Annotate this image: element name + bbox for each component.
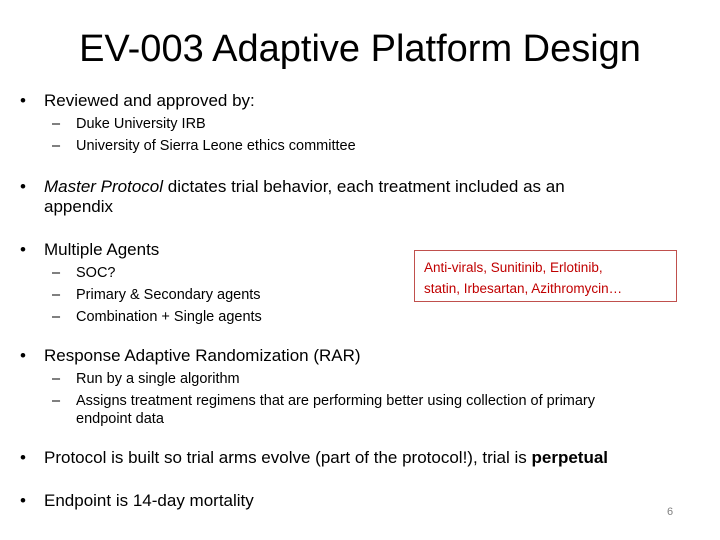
sub-text: SOC? <box>76 265 116 281</box>
agents-callout-box <box>414 250 677 302</box>
bullet-text-continued: appendix <box>44 197 114 216</box>
bullet-text: Reviewed and approved by: <box>44 91 255 110</box>
bullet-dot: • <box>20 491 26 510</box>
sub-text: University of Sierra Leone ethics committee <box>76 138 356 154</box>
bullet-dot: • <box>20 91 26 110</box>
sub-text: Primary & Secondary agents <box>76 287 261 303</box>
page-number: 6 <box>667 506 674 518</box>
sub-text: Assigns treatment regimens that are performing better using collection of primary <box>76 393 596 409</box>
bullet-dot: • <box>20 448 26 467</box>
bullet-text <box>44 448 608 468</box>
bullet-text-italic: Master Protocol <box>44 177 164 196</box>
bullet-text-bold: perpetual <box>531 448 609 467</box>
bullet-text: Multiple Agents <box>44 240 160 259</box>
bullet-text: Response Adaptive Randomization (RAR) <box>44 346 361 365</box>
sub-text: Combination + Single agents <box>76 309 262 325</box>
sub-dash: – <box>52 309 61 325</box>
sub-dash: – <box>52 287 61 303</box>
sub-dash: – <box>52 265 61 281</box>
slide-title: EV-003 Adaptive Platform Design <box>79 28 641 70</box>
sub-text-continued: endpoint data <box>76 411 164 427</box>
callout-line-1: Anti-virals, Sunitinib, Erlotinib, <box>424 260 603 275</box>
sub-text: Run by a single algorithm <box>76 371 240 387</box>
sub-dash: – <box>52 116 61 132</box>
bullet-text-rest: dictates trial behavior, each treatment included as an <box>163 177 565 196</box>
sub-dash: – <box>52 371 61 387</box>
sub-dash: – <box>52 393 61 409</box>
sub-text: Duke University IRB <box>76 116 206 132</box>
callout-line-2: statin, Irbesartan, Azithromycin… <box>424 281 623 296</box>
bullet-text: Endpoint is 14-day mortality <box>44 491 254 510</box>
bullet-text-pre: Protocol is built so trial arms evolve (part of the protocol!), trial is <box>44 448 532 467</box>
bullet-dot: • <box>20 177 26 196</box>
bullet-text <box>44 177 565 197</box>
bullet-dot: • <box>20 346 26 365</box>
sub-dash: – <box>52 138 61 154</box>
bullet-dot: • <box>20 240 26 259</box>
